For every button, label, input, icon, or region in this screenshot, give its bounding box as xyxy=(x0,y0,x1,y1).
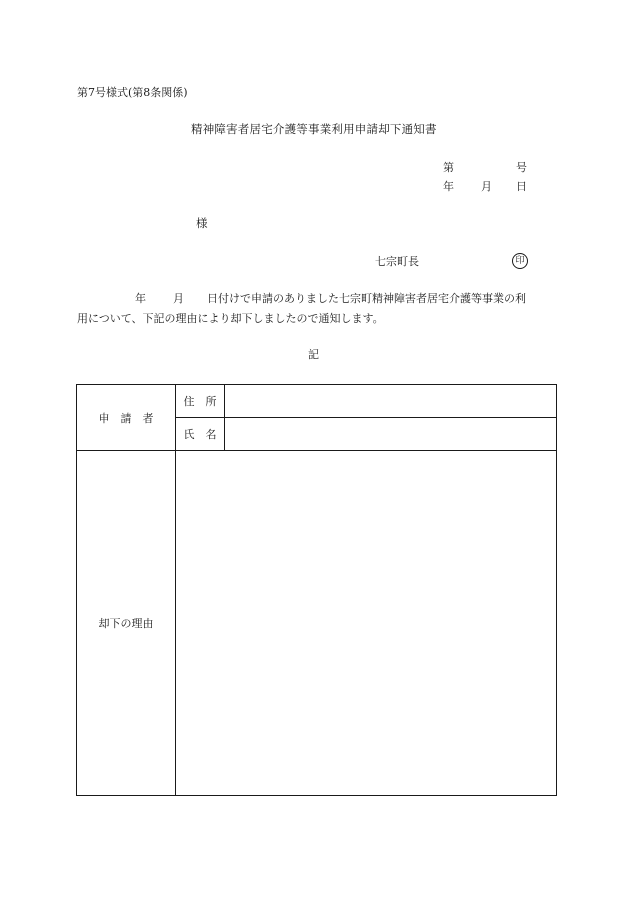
body-month-label: 月 xyxy=(173,292,184,305)
name-label: 氏 名 xyxy=(183,428,217,441)
applicant-label: 申 請 者 xyxy=(98,411,154,425)
seal-mark xyxy=(512,253,528,269)
seal-mark-text: 印 xyxy=(515,255,525,266)
document-number-prefix: 第 xyxy=(443,161,454,174)
date-month-label: 月 xyxy=(481,180,492,193)
form-table xyxy=(76,384,557,796)
document-number-suffix: 号 xyxy=(516,161,527,174)
ki-heading: 記 xyxy=(308,348,319,361)
address-label: 住 所 xyxy=(183,395,217,408)
date-day-label: 日 xyxy=(516,180,527,193)
address-field[interactable] xyxy=(225,385,557,418)
document-title: 精神障害者居宅介護等事業利用申請却下通知書 xyxy=(191,122,437,136)
address-label-cell xyxy=(176,385,225,418)
addressee-honorific: 様 xyxy=(196,216,208,230)
date-year-label: 年 xyxy=(443,180,454,193)
reason-label: 却下の理由 xyxy=(98,617,154,630)
issuer-name: 七宗町長 xyxy=(375,255,419,268)
name-field[interactable] xyxy=(225,418,557,451)
reason-field[interactable] xyxy=(176,451,557,796)
applicant-label-cell xyxy=(77,385,176,451)
body-text-line-1: 日付けで申請のありました七宗町精神障害者居宅介護等事業の利 xyxy=(207,292,526,305)
body-text-line-2: 用について、下記の理由により却下しましたので通知します。 xyxy=(77,312,384,325)
reason-label-cell xyxy=(77,451,176,796)
body-year-label: 年 xyxy=(135,292,146,305)
form-number-label: 第7号様式(第8条関係) xyxy=(77,86,188,99)
name-label-cell xyxy=(176,418,225,451)
